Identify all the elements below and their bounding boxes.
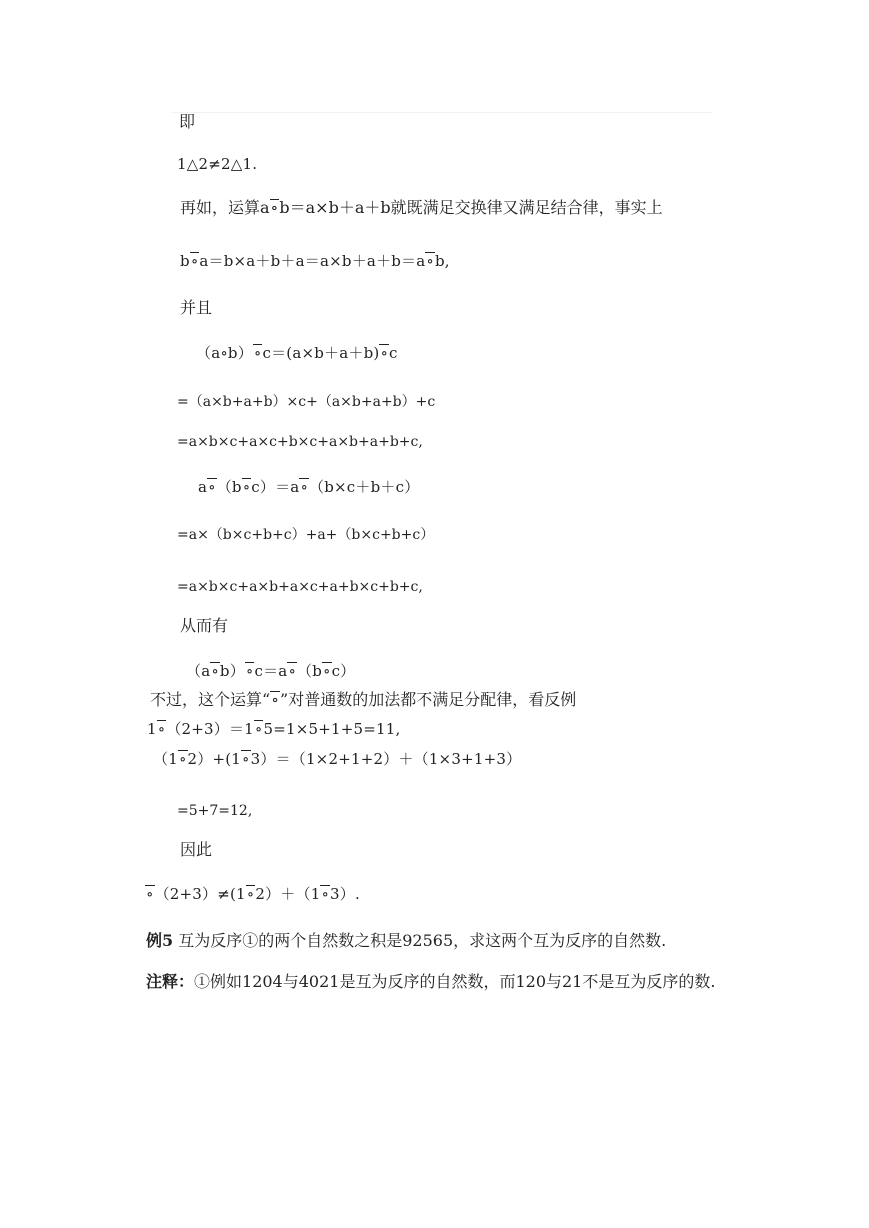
text-fragment: 2）+(1: [187, 750, 242, 768]
text-fragment: 3）＝（1×2+1+2）＋（1×3+1+3）: [250, 750, 522, 768]
circle-operator-symbol: ∘: [323, 662, 331, 680]
formula-conclusion: [145, 884, 360, 904]
formula-associative-left: [196, 343, 398, 363]
circle-operator-symbol: ∘: [253, 344, 262, 362]
circle-operator-symbol: ∘: [300, 478, 309, 496]
circle-operator-symbol: ∘: [157, 720, 166, 738]
text-line-bingqie: 并且: [180, 298, 213, 317]
circle-operator-symbol: ∘: [208, 478, 216, 496]
circle-operator-symbol: ∘: [380, 344, 388, 362]
text-fragment: b: [180, 252, 190, 270]
text-fragment: （b: [216, 478, 242, 496]
circle-operator-symbol: ∘: [270, 198, 279, 217]
text-fragment: 1: [147, 720, 157, 738]
text-line-congeryou: 从而有: [180, 616, 229, 635]
text-fragment: ”对普通数的加法都不满足分配律，看反例: [280, 690, 577, 709]
circle-operator-symbol: ∘: [245, 662, 254, 680]
text-fragment: c＝(a×b＋a＋b): [262, 344, 380, 362]
circle-operator-symbol: ∘: [321, 885, 330, 903]
text-fragment: （a∘b）: [196, 344, 253, 362]
example-label: 例5: [146, 931, 174, 950]
circle-operator-symbol: ∘: [288, 662, 296, 680]
text-line-ji: 即: [179, 112, 196, 131]
text-fragment: 不过，这个运算“: [150, 690, 271, 709]
formula-counterexample-2: [153, 749, 521, 769]
formula-counterexample-result: =5+7=12,: [177, 803, 253, 819]
text-fragment: （a: [186, 662, 211, 680]
formula-associative-equal: [186, 661, 355, 681]
text-fragment: c＝a: [254, 662, 288, 680]
formula-expansion-3: =a×（b×c+b+c）+a+（b×c+b+c）: [177, 527, 435, 543]
circle-operator-symbol: ∘: [178, 750, 187, 768]
example-text: 互为反序①的两个自然数之积是92565，求这两个互为反序的自然数.: [173, 931, 667, 950]
footnote-text: ①例如1204与4021是互为反序的自然数，而120与21不是互为反序的数.: [194, 972, 716, 991]
text-fragment: （1: [153, 750, 178, 768]
text-line-operation-definition: [180, 198, 663, 218]
circle-operator-symbol: ∘: [211, 662, 219, 680]
text-fragment: 5=1×5+1+5=11,: [263, 720, 401, 738]
formula-commutative: [180, 251, 450, 271]
circle-operator-symbol: ∘: [271, 690, 280, 709]
text-fragment: （b: [297, 662, 323, 680]
text-fragment: c）: [331, 662, 356, 680]
text-fragment: （b×c＋b＋c）: [309, 478, 420, 496]
circle-operator-symbol: ∘: [146, 885, 154, 903]
text-fragment: b＝a×b＋a＋b就既满足交换律又满足结合律，事实上: [279, 198, 663, 217]
top-divider: [172, 112, 712, 113]
circle-operator-symbol: ∘: [190, 252, 199, 270]
text-line-inequality: 1△2≠2△1.: [177, 155, 258, 173]
formula-expansion-4: =a×b×c+a×b+a×c+a+b×c+b+c,: [177, 579, 423, 595]
circle-operator-symbol: ∘: [246, 885, 255, 903]
circle-operator-symbol: ∘: [242, 478, 251, 496]
text-fragment: （2+3）＝1: [166, 720, 254, 738]
text-fragment: c: [389, 344, 398, 362]
circle-operator-symbol: ∘: [254, 720, 263, 738]
text-fragment: （2+3）≠(1: [154, 885, 246, 903]
text-fragment: b,: [434, 252, 450, 270]
circle-operator-symbol: ∘: [242, 750, 250, 768]
text-fragment: 再如，运算a: [180, 198, 270, 217]
text-fragment: b）: [219, 662, 245, 680]
text-fragment: a＝b×a＋b＋a＝a×b＋a＋b＝a: [199, 252, 426, 270]
text-line-distributive-note: [150, 690, 576, 710]
text-fragment: 3）.: [330, 885, 360, 903]
formula-expansion-2: =a×b×c+a×c+b×c+a×b+a+b+c,: [177, 434, 423, 450]
footnote-label: 注释：: [146, 972, 195, 991]
formula-associative-right: [198, 477, 419, 497]
formula-expansion-1: =（a×b+a+b）×c+（a×b+a+b）+c: [177, 394, 436, 410]
circle-operator-symbol: ∘: [426, 252, 434, 270]
example-5-question: [146, 931, 666, 951]
text-fragment: 2）＋（1: [255, 885, 321, 903]
text-fragment: c）＝a: [251, 478, 300, 496]
formula-counterexample-1: [147, 719, 401, 739]
text-fragment: a: [198, 478, 208, 496]
text-line-yinci: 因此: [180, 840, 213, 859]
footnote: [146, 972, 736, 991]
